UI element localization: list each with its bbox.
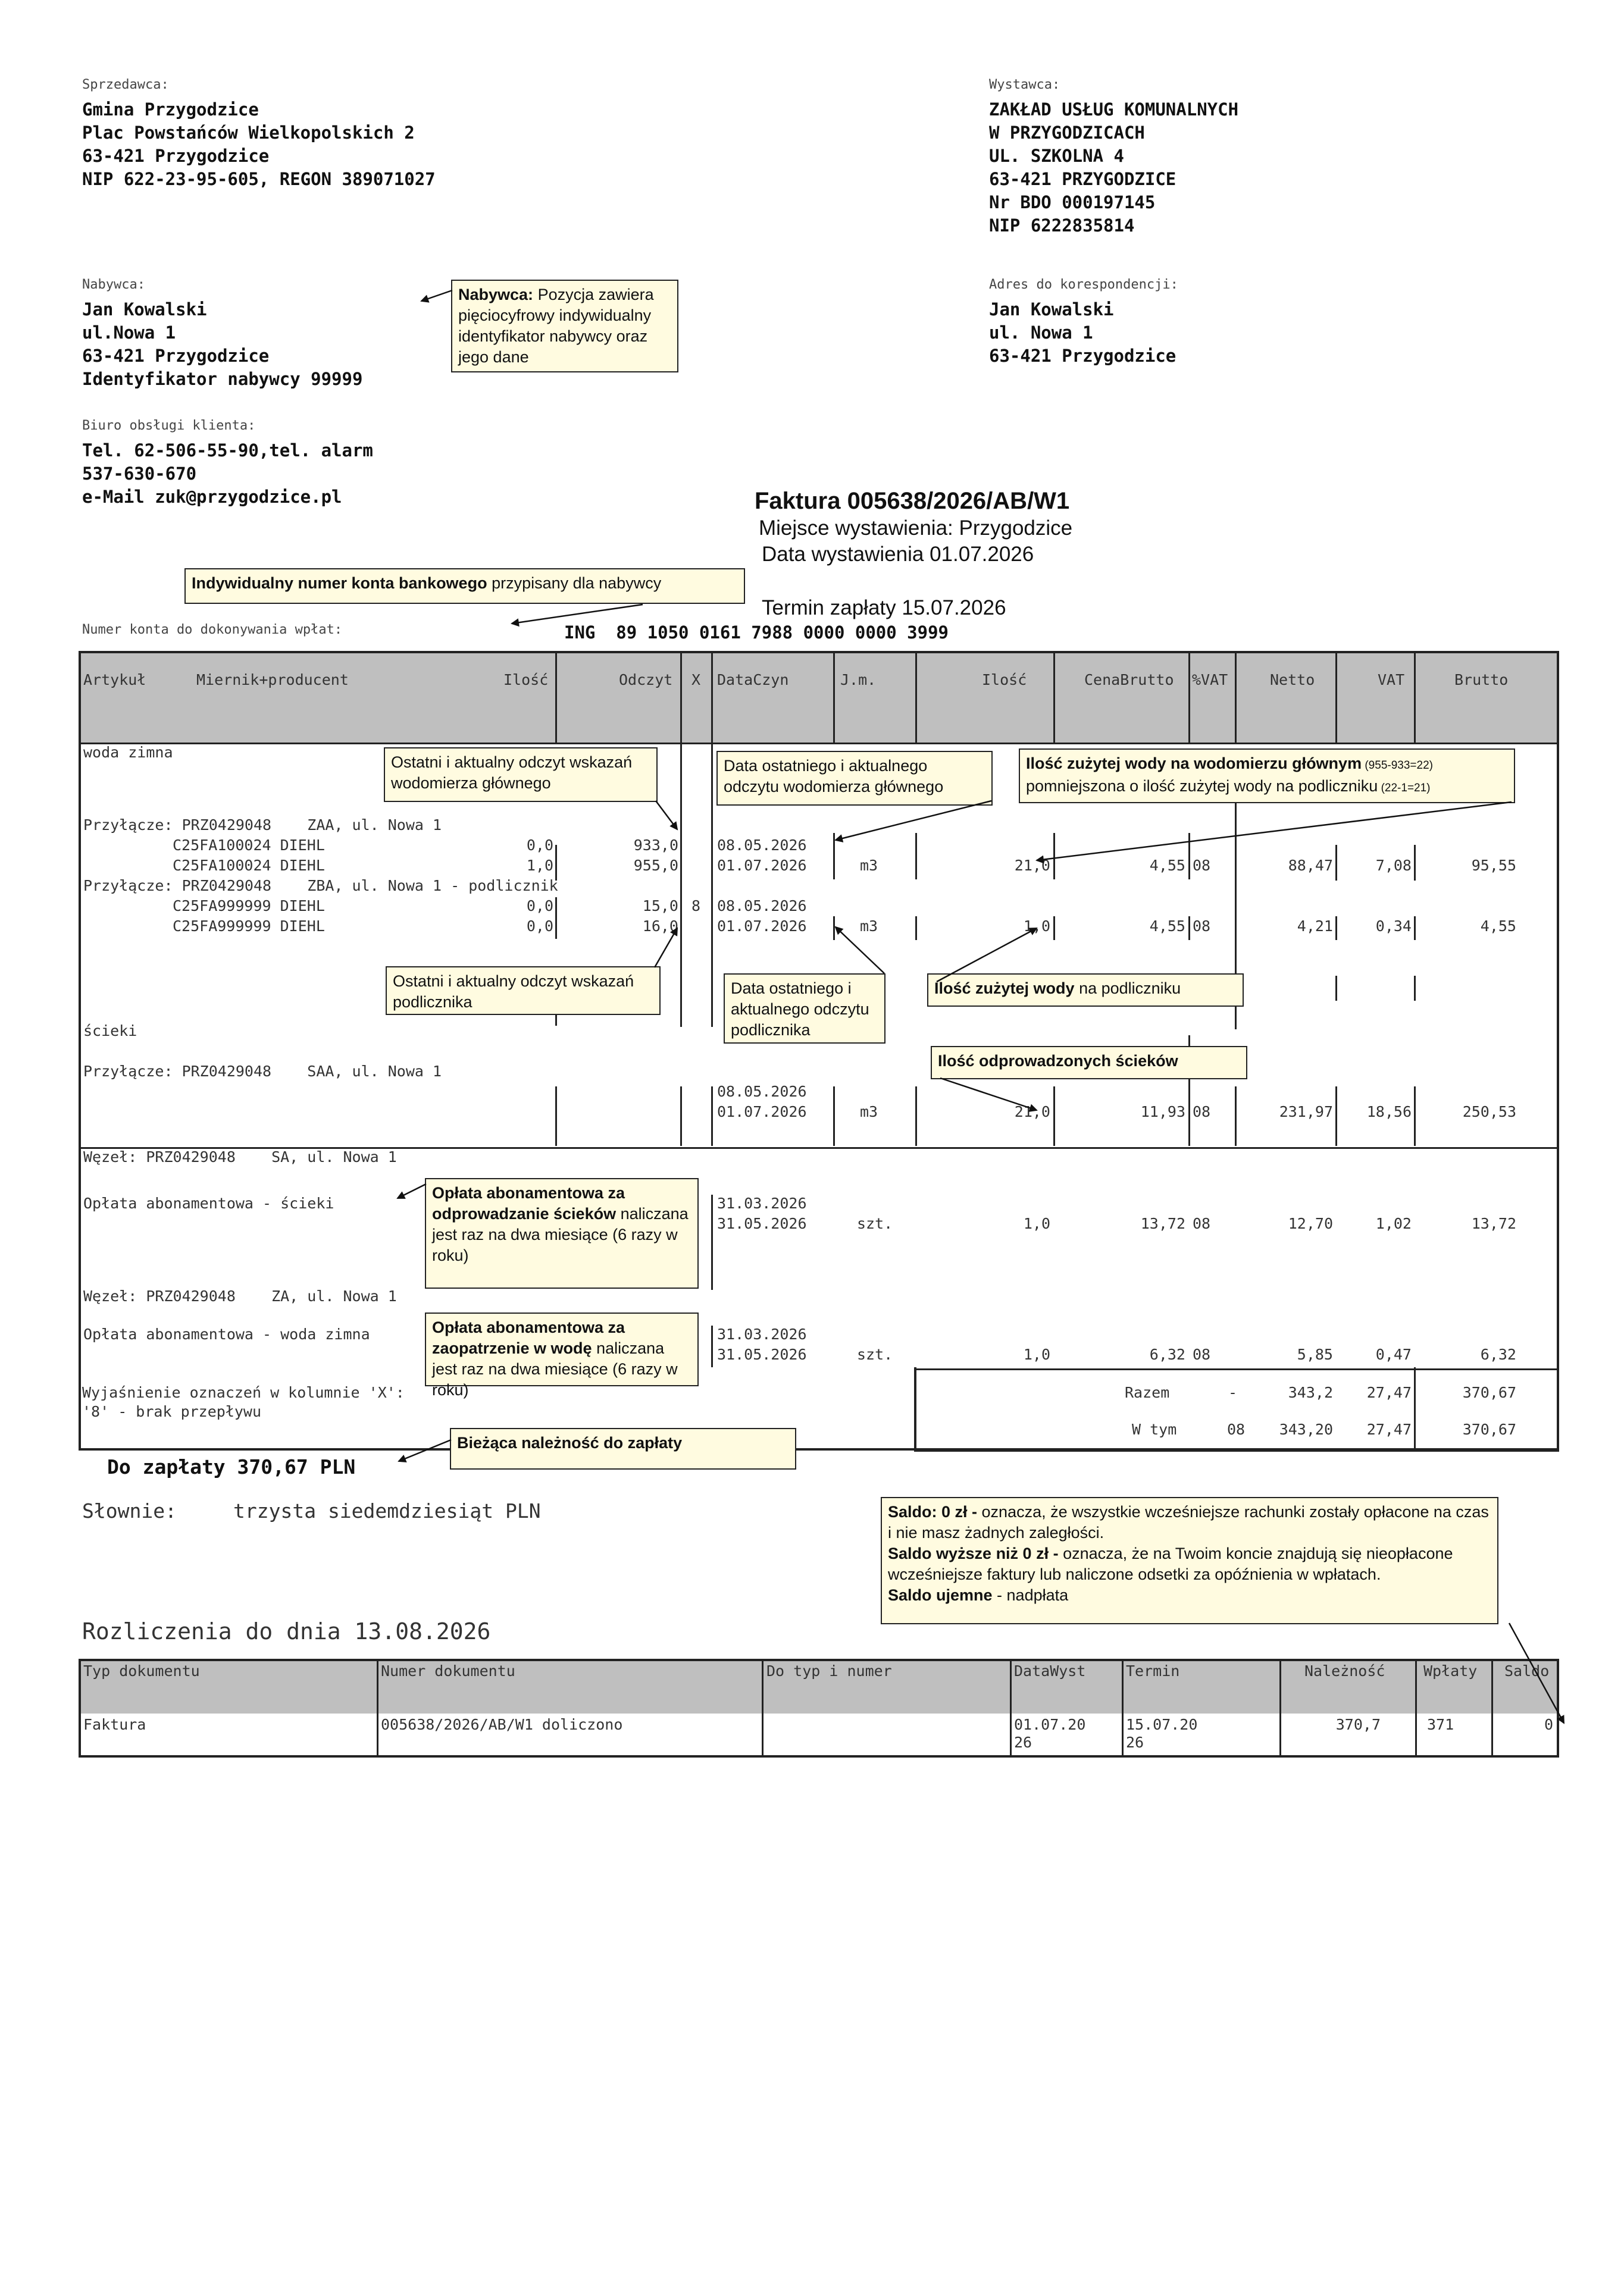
row-jm: m3 — [860, 857, 878, 874]
totals-dash: - — [1228, 1384, 1238, 1401]
issuer-line: 63-421 PRZYGODZICE — [989, 169, 1176, 189]
arrow-fee-sewage — [398, 1184, 426, 1198]
x-explanation: '8' - brak przepływu — [82, 1403, 262, 1420]
row-cena: 4,55 — [1149, 857, 1185, 874]
settlement-title: Rozliczenia do dnia 13.08.2026 — [82, 1618, 491, 1645]
meter-x-flag: 8 — [691, 897, 701, 914]
callout-account-bold: Indywidualny numer konta bankowego — [192, 574, 487, 592]
totals-vat: 27,47 — [1366, 1384, 1412, 1401]
buyer-line: 63-421 Przygodzice — [82, 346, 270, 366]
callout-account-text: przypisany dla nabywcy — [487, 574, 662, 592]
th-vat: VAT — [1378, 671, 1405, 688]
arrow-account — [512, 604, 643, 624]
st-wplaty: 371 — [1427, 1716, 1454, 1733]
row-vat-pct: 08 — [1193, 857, 1211, 874]
callout-sub-date-text: Data ostatniego i aktualnego odczytu podlicznika — [731, 979, 869, 1039]
connection-row: Przyłącze: PRZ0429048 SAA, ul. Nowa 1 — [83, 1063, 442, 1080]
callout-main-usage-calc2: (22-1=21) — [1378, 782, 1431, 794]
row-ilosc: 1,0 — [1023, 917, 1050, 935]
st-typ: Faktura — [83, 1716, 146, 1733]
callout-sub-usage-bold: Ilość zużytej wody — [934, 979, 1075, 997]
issuer-line: W PRZYGODZICACH — [989, 123, 1145, 143]
amount-words: trzysta siedemdziesiąt PLN — [233, 1499, 541, 1523]
row-ilosc: 21,0 — [1014, 1103, 1050, 1120]
callout-balance-bold: Saldo ujemne — [888, 1586, 993, 1604]
meter-date: 08.05.2026 — [717, 1083, 807, 1100]
seller-line: 63-421 Przygodzice — [82, 146, 270, 166]
row-netto: 5,85 — [1297, 1346, 1333, 1363]
account-number[interactable]: ING 89 1050 0161 7988 0000 0000 3999 — [564, 622, 949, 643]
meter-date: 08.05.2026 — [717, 897, 807, 914]
correspondence-line: ul. Nowa 1 — [989, 322, 1093, 343]
node-row: Węzeł: PRZ0429048 ZA, ul. Nowa 1 — [83, 1288, 397, 1305]
row-brutto: 13,72 — [1471, 1215, 1516, 1232]
row-vat-pct: 08 — [1193, 1346, 1211, 1363]
row-ilosc: 1,0 — [1023, 1215, 1050, 1232]
callout-balance-text: oznacza, że wszystkie wcześniejsze rachunki zostały opłacone na czas i nie masz żadnych zaległości. — [888, 1503, 1489, 1542]
callout-balance-bold: Saldo: 0 zł - — [888, 1503, 978, 1521]
callout-sewage-bold: Ilość odprowadzonych ścieków — [938, 1052, 1178, 1070]
arrow-sewage — [940, 1078, 1037, 1110]
totals-incl-pct: 08 — [1227, 1421, 1246, 1438]
meter-date: 01.07.2026 — [717, 917, 807, 935]
connection-row: Przyłącze: PRZ0429048 ZAA, ul. Nowa 1 — [83, 816, 442, 834]
callout-fee-water-text: naliczana jest raz na dwa miesiące (6 razy w roku) — [432, 1339, 678, 1399]
callout-sub-reading-text: Ostatni i aktualny odczyt wskazań podlicznika — [393, 972, 634, 1011]
issuer-line: ZAKŁAD USŁUG KOMUNALNYCH — [989, 99, 1239, 120]
totals-brutto: 370,67 — [1462, 1384, 1516, 1401]
row-brutto: 4,55 — [1480, 917, 1516, 935]
office-line: 537-630-670 — [82, 463, 197, 484]
th-ilosc: Ilość — [503, 671, 549, 688]
meter-name: C25FA999999 DIEHL — [173, 917, 325, 935]
seller-line: Plac Powstańców Wielkopolskich 2 — [82, 123, 415, 143]
meter-odczyt: 933,0 — [633, 837, 678, 854]
row-netto: 4,21 — [1297, 917, 1333, 935]
callout-buyer-text: Pozycja zawiera pięciocyfrowy indywidualny identyfikator nabywcy oraz jego dane — [458, 286, 654, 366]
fee-label: Opłata abonamentowa - ścieki — [83, 1195, 334, 1212]
callout-main-usage-text: pomniejszona o ilość zużytej wody na podliczniku — [1026, 777, 1378, 795]
account-label: Numer konta do dokonywania wpłat: — [82, 622, 343, 637]
fee-date: 31.05.2026 — [717, 1346, 807, 1363]
arrow-buyer — [421, 290, 452, 301]
row-vat: 0,47 — [1375, 1346, 1412, 1363]
callout-fee-sewage-text: naliczana jest raz na dwa miesiące (6 razy w roku) — [432, 1205, 689, 1264]
st-datawyst: 26 — [1014, 1734, 1032, 1751]
section-water: woda zimna — [83, 744, 173, 761]
th-x: X — [691, 671, 701, 688]
totals-incl-netto: 343,20 — [1279, 1421, 1333, 1438]
callout-main-usage-bold: Ilość zużytej wody na wodomierzu głównym — [1026, 754, 1362, 772]
meter-odczyt: 16,0 — [642, 917, 678, 935]
th-brutto: Brutto — [1454, 671, 1509, 688]
buyer-line: ul.Nowa 1 — [82, 322, 176, 343]
totals-incl-brutto: 370,67 — [1462, 1421, 1516, 1438]
meter-ilosc: 0,0 — [526, 897, 553, 914]
connection-row: Przyłącze: PRZ0429048 ZBA, ul. Nowa 1 - podlicznik — [83, 877, 558, 894]
st-saldo: 0 — [1544, 1716, 1553, 1733]
th-data: DataCzyn — [717, 671, 789, 688]
correspondence-line: 63-421 Przygodzice — [989, 346, 1176, 366]
meter-name: C25FA999999 DIEHL — [173, 897, 325, 914]
th-artykul: Artykuł — [83, 671, 146, 688]
row-jm: m3 — [860, 1103, 878, 1120]
row-jm: szt. — [857, 1215, 893, 1232]
x-explanation: Wyjaśnienie oznaczeń w kolumnie 'X': — [82, 1384, 405, 1401]
callout-fee-sewage-bold: Opłata abonamentowa za odprowadzanie ścieków — [432, 1184, 625, 1223]
th-vat-pct: %VAT — [1192, 671, 1228, 688]
callout-sub-usage-text: na podliczniku — [1074, 979, 1181, 997]
section-sewage: ścieki — [83, 1022, 137, 1039]
row-jm: szt. — [857, 1346, 893, 1363]
st-th-dotyp: Do typ i numer — [766, 1662, 892, 1680]
callout-balance-bold: Saldo wyższe niż 0 zł - — [888, 1545, 1059, 1562]
th-netto: Netto — [1270, 671, 1315, 688]
amount-words-label: Słownie: — [82, 1499, 177, 1523]
totals-incl-label: W tym — [1132, 1421, 1177, 1438]
buyer-line: Jan Kowalski — [82, 299, 207, 320]
st-th-termin: Termin — [1126, 1662, 1180, 1680]
fee-date: 31.03.2026 — [717, 1326, 807, 1343]
callout-main-date-text: Data ostatniego i aktualnego odczytu wodomierza głównego — [724, 757, 944, 795]
arrow-balance — [1509, 1623, 1564, 1723]
th-cena: CenaBrutto — [1084, 671, 1174, 688]
meter-date: 01.07.2026 — [717, 857, 807, 874]
invoice-due: Termin zapłaty 15.07.2026 — [762, 596, 1006, 619]
invoice-title: Faktura 005638/2026/AB/W1 — [755, 488, 1070, 514]
callout-balance-text: - nadpłata — [992, 1586, 1069, 1604]
st-naleznosc: 370,7 — [1335, 1716, 1381, 1733]
st-th-datawyst: DataWyst — [1014, 1662, 1086, 1680]
th-jm: J.m. — [840, 671, 877, 688]
row-cena: 13,72 — [1140, 1215, 1185, 1232]
row-netto: 12,70 — [1288, 1215, 1333, 1232]
arrow-sub-date — [836, 927, 884, 973]
callout-main-usage-calc: (955-933=22) — [1362, 759, 1433, 772]
arrow-current-due — [399, 1440, 451, 1461]
row-ilosc: 1,0 — [1023, 1346, 1050, 1363]
st-th-saldo: Saldo — [1504, 1662, 1550, 1680]
st-datawyst: 01.07.20 — [1014, 1716, 1086, 1733]
row-ilosc: 21,0 — [1014, 857, 1050, 874]
th-odczyt: Odczyt — [619, 671, 673, 688]
st-th-wplaty: Wpłaty — [1423, 1662, 1478, 1680]
row-vat-pct: 08 — [1193, 1215, 1211, 1232]
buyer-label: Nabywca: — [82, 277, 145, 292]
row-jm: m3 — [860, 917, 878, 935]
issuer-label: Wystawca: — [989, 77, 1060, 92]
row-vat: 7,08 — [1375, 857, 1412, 874]
invoice-date: Data wystawienia 01.07.2026 — [762, 543, 1034, 566]
row-netto: 231,97 — [1279, 1103, 1333, 1120]
th-ilosc2: Ilość — [982, 671, 1027, 688]
seller-line: NIP 622-23-95-605, REGON 389071027 — [82, 169, 436, 189]
callout-buyer-bold: Nabywca: — [458, 286, 534, 303]
meter-ilosc: 0,0 — [526, 917, 553, 935]
row-netto: 88,47 — [1288, 857, 1333, 874]
meter-date: 08.05.2026 — [717, 837, 807, 854]
callout-fee-water-bold: Opłata abonamentowa za zaopatrzenie w wodę — [432, 1318, 625, 1357]
callout-main-reading-text: Ostatni i aktualny odczyt wskazań wodomierza głównego — [391, 753, 633, 792]
st-th-numer: Numer dokumentu — [381, 1662, 515, 1680]
row-vat: 0,34 — [1375, 917, 1412, 935]
meter-name: C25FA100024 DIEHL — [173, 857, 325, 874]
st-th-typ: Typ dokumentu — [83, 1662, 200, 1680]
issuer-line: Nr BDO 000197145 — [989, 192, 1156, 212]
row-vat: 18,56 — [1366, 1103, 1412, 1120]
arrow-main-date — [836, 801, 991, 840]
meter-odczyt: 15,0 — [642, 897, 678, 914]
amount-due: Do zapłaty 370,67 PLN — [107, 1455, 356, 1479]
invoice-place: Miejsce wystawienia: Przygodzice — [759, 516, 1073, 540]
seller-line: Gmina Przygodzice — [82, 99, 259, 120]
correspondence-label: Adres do korespondencji: — [989, 277, 1178, 292]
totals-label: Razem — [1125, 1384, 1170, 1401]
meter-name: C25FA100024 DIEHL — [173, 837, 325, 854]
meter-ilosc: 0,0 — [526, 837, 553, 854]
row-vat-pct: 08 — [1193, 917, 1211, 935]
st-termin: 26 — [1126, 1734, 1144, 1751]
st-termin: 15.07.20 — [1126, 1716, 1198, 1733]
row-vat-pct: 08 — [1193, 1103, 1211, 1120]
node-row: Węzeł: PRZ0429048 SA, ul. Nowa 1 — [83, 1148, 397, 1166]
office-line: Tel. 62-506-55-90,tel. alarm — [82, 440, 373, 461]
meter-odczyt: 955,0 — [633, 857, 678, 874]
issuer-line: UL. SZKOLNA 4 — [989, 146, 1124, 166]
seller-label: Sprzedawca: — [82, 77, 169, 92]
callout-current-due-bold: Bieżąca należność do zapłaty — [457, 1434, 683, 1452]
arrow-main-reading — [656, 801, 677, 829]
fee-label: Opłata abonamentowa - woda zimna — [83, 1326, 370, 1343]
totals-netto: 343,2 — [1288, 1384, 1333, 1401]
fee-date: 31.03.2026 — [717, 1195, 807, 1212]
totals-incl-vat: 27,47 — [1366, 1421, 1412, 1438]
callout-balance-text: oznacza, że na Twoim koncie znajdują się nieopłacone wcześniejsze faktury lub naliczone odsetki za opóźnienia w wpłatach. — [888, 1545, 1453, 1583]
arrow-sub-reading — [655, 928, 677, 967]
row-cena: 6,32 — [1149, 1346, 1185, 1363]
th-miernik: Miernik+producent — [196, 671, 349, 688]
st-th-naleznosc: Należność — [1304, 1662, 1385, 1680]
row-vat: 1,02 — [1375, 1215, 1412, 1232]
arrow-main-usage — [1037, 802, 1512, 860]
fee-date: 31.05.2026 — [717, 1215, 807, 1232]
meter-ilosc: 1,0 — [526, 857, 553, 874]
arrow-sub-usage — [937, 928, 1037, 982]
st-numer[interactable]: 005638/2026/AB/W1 doliczono — [381, 1716, 623, 1733]
buyer-line: Identyfikator nabywcy 99999 — [82, 369, 363, 389]
correspondence-line: Jan Kowalski — [989, 299, 1114, 320]
row-brutto: 250,53 — [1462, 1103, 1516, 1120]
office-line: e-Mail zuk@przygodzice.pl — [82, 487, 342, 507]
row-cena: 11,93 — [1140, 1103, 1185, 1120]
row-brutto: 6,32 — [1480, 1346, 1516, 1363]
meter-date: 01.07.2026 — [717, 1103, 807, 1120]
office-label: Biuro obsługi klienta: — [82, 418, 256, 433]
issuer-line: NIP 6222835814 — [989, 215, 1135, 236]
row-cena: 4,55 — [1149, 917, 1185, 935]
row-brutto: 95,55 — [1471, 857, 1516, 874]
